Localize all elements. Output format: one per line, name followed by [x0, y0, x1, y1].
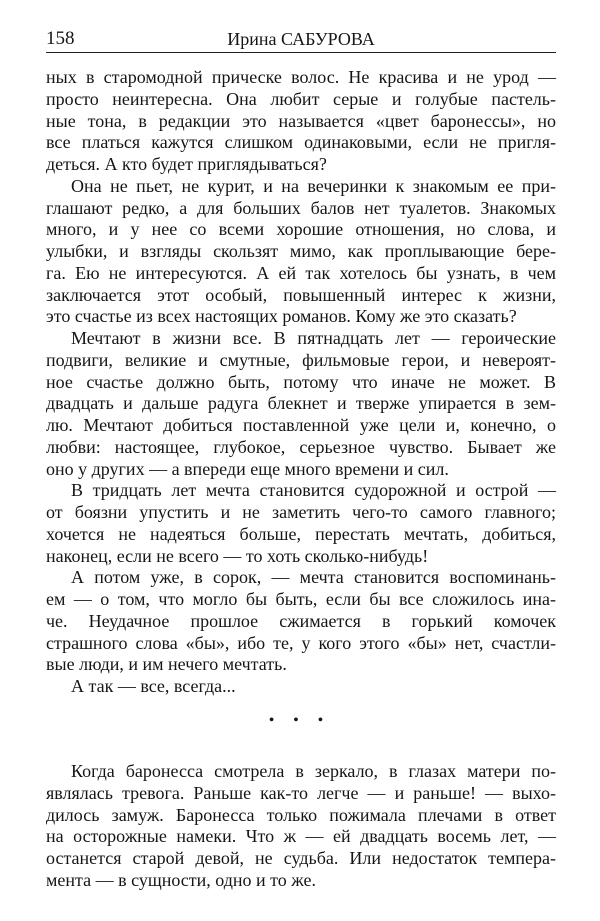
text-line: ное счастье должно быть, потому что иначе не может. В — [46, 371, 556, 392]
text-line: А так — все, всегда... — [71, 676, 236, 696]
text-line: являлась тревога. Раньше как-то легче — и раньше! — выхо- — [46, 782, 556, 803]
text-line: двадцать и дальше радуга блекнет и тверже упирается в зем- — [46, 393, 556, 414]
text-line: ных в старомодной прическе волос. Не красива и не урод — — [46, 67, 556, 87]
text-line: Когда баронесса смотрела в зеркало, в глазах матери по- — [71, 761, 556, 781]
text-line: лю. Мечтают добиться поставленной уже цели и, конечно, о — [46, 415, 556, 435]
text-line: глашают редко, а для больших балов нет туалетов. Знакомых — [46, 197, 556, 218]
text-line: Мечтают в жизни все. В пятнадцать лет — героические — [71, 328, 556, 348]
text-line: на осторожные намеки. Что ж — ей двадцать восемь лет, — — [46, 826, 556, 847]
text-line: че. Неудачное прошлое сжимается в горький комочек — [46, 610, 556, 631]
text-line: заключается этот особый, повышенный интерес к жизни, — [46, 284, 556, 305]
text-line: от боязни упустить и не заметить чего-то самого главного; — [46, 502, 556, 522]
text-line: все платься кажутся слишком одинаковыми, если не пригля- — [46, 132, 556, 153]
text-line: много, и у нее со всеми хорошие отношения, но слова, и — [46, 219, 556, 240]
text-section-2 — [46, 761, 556, 892]
text-line: мента — в сущности, одно и то же. — [46, 869, 316, 890]
text-line: просто неинтересна. Она любит серые и голубые пастель- — [46, 88, 556, 109]
text-line: улыбки, и взгляды скользят мимо, как проплывающие бере- — [46, 241, 556, 261]
text-line: хочется не надеяться больше, перестать мечтать, добиться, — [46, 523, 556, 544]
section-separator: • • • — [269, 713, 331, 728]
text-line: деться. А кто будет приглядываться? — [46, 154, 327, 174]
text-line: дилось замуж. Баронесса только пожимала плечами в ответ — [46, 804, 556, 825]
text-line: вые люди, и им нечего мечтать. — [46, 654, 287, 675]
text-line: ем — о том, что могло бы быть, если бы все сложилось ина- — [46, 589, 556, 609]
text-line: га. Ею не интересуются. А ей так хотелось бы узнать, в чем — [46, 262, 556, 283]
text-section-1 — [46, 67, 556, 698]
text-line: страшного слова «бы», ибо те, у кого этого «бы» нет, счастли- — [46, 632, 556, 653]
running-title-author: Ирина САБУРОВА — [227, 29, 375, 49]
text-line: наконец, если не всего — то хоть сколько-нибудь! — [46, 545, 429, 566]
text-line: оно у других — а впереди еще много времени и сил. — [46, 458, 449, 479]
text-line: подвиги, великие и смутные, фильмовые герои, и невероят- — [46, 349, 556, 370]
text-line: останется старой девой, не судьба. Или недостаток темпера- — [46, 848, 556, 868]
text-line: А потом уже, в сорок, — мечта становится воспоминань- — [71, 567, 556, 588]
running-header — [46, 28, 556, 53]
text-line: В тридцать лет мечта становится судорожной и острой — — [71, 480, 556, 501]
text-line: это счастье из всех настоящих романов. Кому же это сказать? — [46, 306, 517, 327]
page-number: 158 — [46, 28, 75, 49]
text-line: ные тона, в редакции это называется «цвет баронессы», но — [46, 110, 556, 131]
text-line: Она не пьет, не курит, и на вечеринки к знакомым ее при- — [71, 175, 556, 196]
text-line: любви: настоящее, глубокое, серьезное чувство. Бывает же — [46, 436, 556, 457]
